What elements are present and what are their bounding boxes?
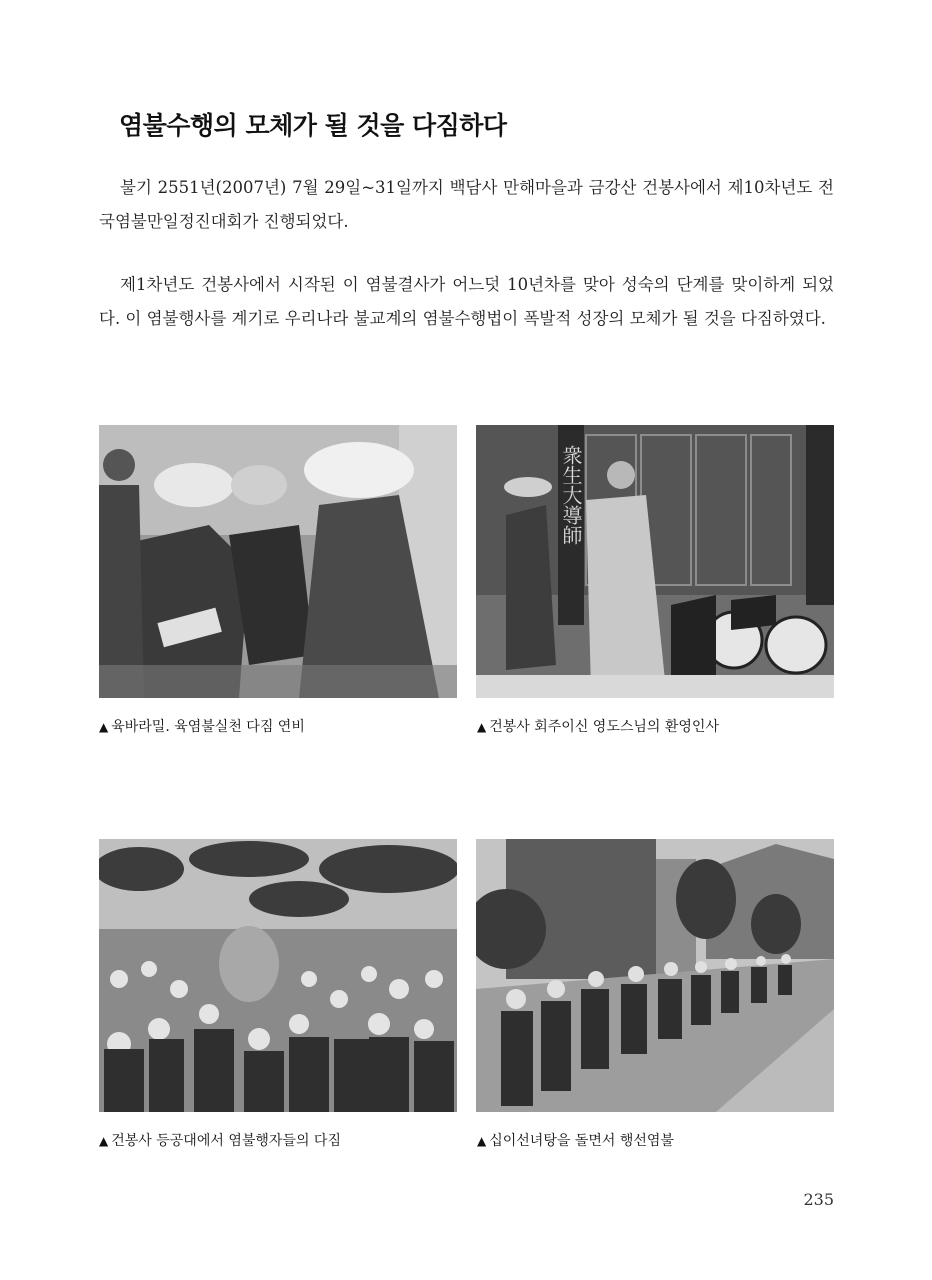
photo-4-caption-text: 십이선녀탕을 돌면서 행선염불 (489, 1133, 674, 1149)
triangle-icon: ▲ (477, 720, 487, 734)
photo-1-caption (99, 716, 305, 736)
paragraph-2 (99, 268, 834, 336)
photo-4-caption (477, 1130, 674, 1150)
paragraph-2-text: 제1차년도 건봉사에서 시작된 이 염불결사가 어느덧 10년차를 맞아 성숙의 단계를 맞이하게 되었다. 이 염불행사를 계기로 우리나라 불교계의 염불수행법이 폭발적 성장의 모체가 될 것을 다짐하였다. (99, 275, 834, 328)
photo-3-caption (99, 1130, 341, 1150)
photo-3-caption-text: 건봉사 등공대에서 염불행자들의 다짐 (111, 1133, 341, 1149)
triangle-icon: ▲ (99, 1134, 109, 1148)
triangle-icon: ▲ (99, 720, 109, 734)
photo-walking-procession (476, 839, 834, 1112)
photo-1-caption-text: 육바라밀. 육염불실천 다짐 연비 (111, 719, 305, 735)
photo-2-caption (477, 716, 719, 736)
photo-yeonbi-ceremony (99, 425, 457, 698)
photo-deunggongdae-crowd (99, 839, 457, 1112)
page-number: 235 (803, 1190, 834, 1209)
photo-2-caption-text: 건봉사 회주이신 영도스님의 환영인사 (489, 719, 719, 735)
banner-text: 衆生大導師 (559, 445, 583, 545)
section-heading: 염불수행의 모체가 될 것을 다짐하다 (119, 111, 507, 140)
paragraph-1-text: 불기 2551년(2007년) 7월 29일~31일까지 백담사 만해마을과 금강산 건봉사에서 제10차년도 전국염불만일정진대회가 진행되었다. (99, 178, 834, 231)
photo-welcome-speech (476, 425, 834, 698)
paragraph-1 (99, 171, 834, 239)
triangle-icon: ▲ (477, 1134, 487, 1148)
